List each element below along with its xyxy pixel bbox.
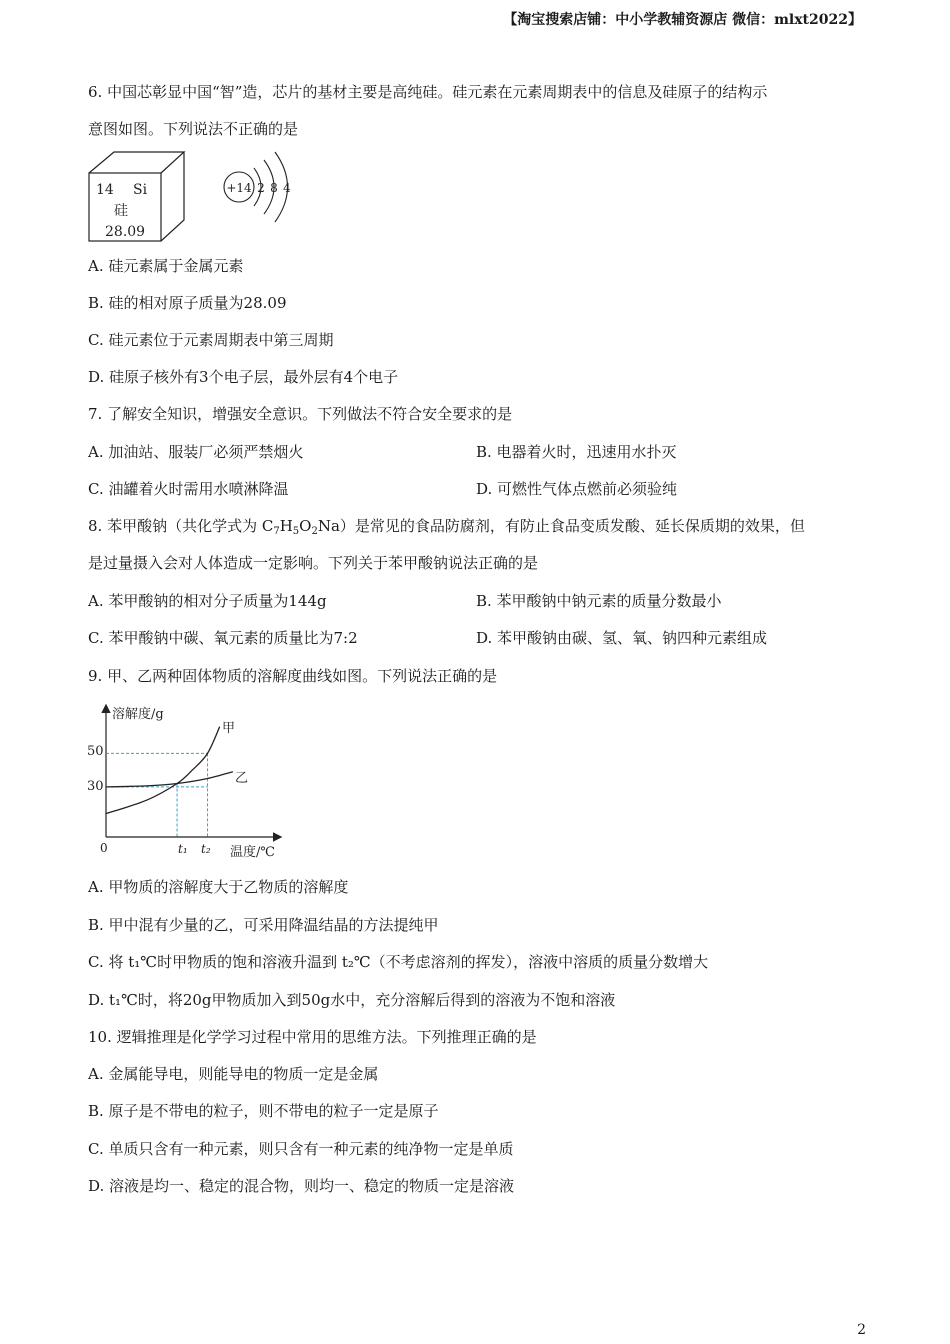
q7-option-d: D. 可燃性气体点燃前必须验纯: [476, 480, 678, 498]
q6-stem-line2: 意图如图。下列说法不正确的是: [88, 120, 299, 138]
y-axis-label: 溶解度/g: [112, 707, 164, 722]
x-axis-label: 温度/℃: [230, 845, 275, 860]
q9-option-a: A. 甲物质的溶解度大于乙物质的溶解度: [88, 878, 349, 896]
nucleus-charge: +14: [226, 181, 252, 195]
element-name: 硅: [114, 203, 128, 219]
element-atomic-number: 14: [96, 182, 114, 198]
q8-stem-line1: [88, 516, 805, 536]
x-tick-label-t2: t₂: [201, 842, 211, 856]
y-tick-label-50: 50: [87, 744, 104, 759]
y-tick-label-30: 30: [87, 779, 104, 794]
q10-option-b: B. 原子是不带电的粒子，则不带电的粒子一定是原子: [88, 1102, 439, 1120]
q6-option-a: A. 硅元素属于金属元素: [88, 257, 244, 275]
q8-option-d: D. 苯甲酸钠由碳、氢、氧、钠四种元素组成: [476, 629, 768, 647]
q7-option-b: B. 电器着火时，迅速用水扑灭: [476, 443, 677, 461]
q9-stem: 9. 甲、乙两种固体物质的溶解度曲线如图。下列说法正确的是: [88, 667, 498, 685]
q9-option-b: B. 甲中混有少量的乙，可采用降温结晶的方法提纯甲: [88, 916, 439, 934]
q10-option-d: D. 溶液是均一、稳定的混合物，则均一、稳定的物质一定是溶液: [88, 1177, 515, 1195]
series-jia-curve: [106, 727, 220, 814]
series-yi-curve: [106, 772, 233, 787]
series-jia-label: 甲: [222, 721, 236, 736]
q7-option-a: A. 加油站、服装厂必须严禁烟火: [88, 443, 304, 461]
formula-h: H: [279, 517, 293, 535]
q10-option-c: C. 单质只含有一种元素，则只含有一种元素的纯净物一定是单质: [88, 1140, 514, 1158]
q8-stem-text-b: Na）是常见的食品防腐剂，有防止食品变质发酸、延长保质期的效果，但: [317, 517, 805, 535]
silicon-figure: [84, 148, 304, 244]
q9-option-c: C. 将 t₁℃时甲物质的饱和溶液升温到 t₂℃（不考虑溶剂的挥发），溶液中溶质的质量分数增大: [88, 953, 709, 971]
q8-stem-line2: 是过量摄入会对人体造成一定影响。下列关于苯甲酸钠说法正确的是: [88, 554, 539, 572]
q8-option-a: A. 苯甲酸钠的相对分子质量为144g: [88, 592, 327, 610]
x-tick-label-t1: t₁: [178, 842, 188, 856]
formula-sub-c: 7: [273, 526, 280, 537]
element-symbol: Si: [133, 182, 148, 198]
q7-stem: 7. 了解安全知识，增强安全意识。下列做法不符合安全要求的是: [88, 405, 513, 423]
origin-label: 0: [100, 841, 108, 855]
shell-electrons-3: 4: [283, 181, 291, 195]
q9-option-d: D. t₁℃时，将20g甲物质加入到50g水中，充分溶解后得到的溶液为不饱和溶液: [88, 991, 616, 1009]
q8-option-c: C. 苯甲酸钠中碳、氧元素的质量比为7:2: [88, 629, 358, 647]
q6-stem-line1: 6. 中国芯彰显中国“智”造，芯片的基材主要是高纯硅。硅元素在元素周期表中的信息及硅原子的结构示: [88, 83, 768, 101]
page-number: 2: [857, 1322, 866, 1338]
page-header: 【淘宝搜索店铺：中小学教辅资源店 微信：mlxt2022】: [503, 12, 862, 28]
q7-option-c: C. 油罐着火时需用水喷淋降温: [88, 480, 289, 498]
formula-sub-h: 5: [292, 526, 300, 537]
q8-stem-text-a: 8. 苯甲酸钠（共化学式为 C: [88, 517, 274, 535]
formula-sub-o: 2: [311, 526, 318, 537]
solubility-chart: [80, 700, 295, 865]
q10-stem: 10. 逻辑推理是化学学习过程中常用的思维方法。下列推理正确的是: [88, 1028, 537, 1046]
atom-structure-diagram: [224, 152, 291, 222]
q6-option-b: B. 硅的相对原子质量为28.09: [88, 294, 287, 312]
formula-o: O: [299, 517, 312, 535]
q6-option-d: D. 硅原子核外有3个电子层，最外层有4个电子: [88, 368, 399, 386]
q8-option-b: B. 苯甲酸钠中钠元素的质量分数最小: [476, 592, 722, 610]
q10-option-a: A. 金属能导电，则能导电的物质一定是金属: [88, 1065, 379, 1083]
shell-electrons-2: 8: [270, 181, 278, 195]
series-yi-label: 乙: [235, 771, 249, 786]
shell-electrons-1: 2: [257, 181, 265, 195]
q6-option-c: C. 硅元素位于元素周期表中第三周期: [88, 331, 334, 349]
element-atomic-mass: 28.09: [105, 224, 146, 240]
